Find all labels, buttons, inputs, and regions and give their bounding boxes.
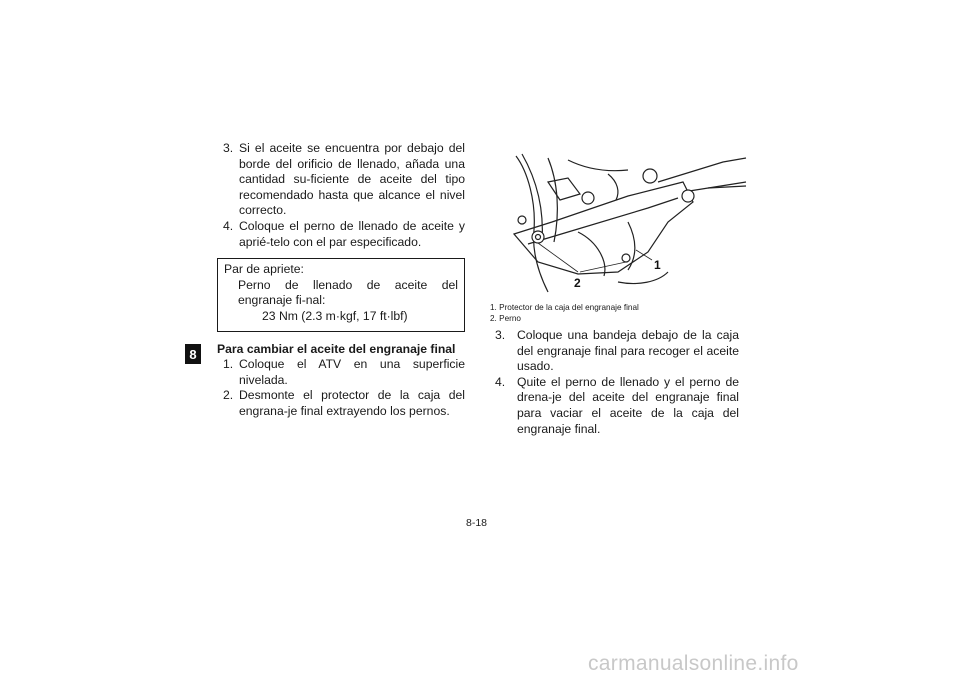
step-text: Quite el perno de llenado y el perno de drena-je del aceite del engranaje final para vaciar el aceite de la caja del engranaje final. [517, 374, 739, 436]
step-4 [217, 219, 465, 250]
callout-2: 2 [574, 276, 581, 290]
callout-1: 1 [654, 258, 661, 272]
step-text: Coloque el ATV en una superficie nivelada. [239, 357, 465, 387]
page-number: 8-18 [466, 517, 488, 529]
step-3 [489, 328, 739, 375]
step-number: 3. [495, 328, 506, 342]
step-text: Coloque una bandeja debajo de la caja del engranaje final para recoger el aceite usado. [517, 328, 739, 374]
gear-case-illustration [508, 152, 748, 300]
step-number: 4. [223, 218, 234, 233]
torque-title: Par de apriete: [224, 262, 304, 277]
step-text: Si el aceite se encuentra por debajo del borde del orificio de llenado, añada una cantidad su-ficiente de aceite del tipo recomendado hasta que alcance el nivel correcto. [239, 141, 465, 218]
torque-value: 23 Nm (2.3 m·kgf, 17 ft·lbf) [262, 308, 408, 323]
step-4 [489, 375, 739, 437]
step-number: 4. [495, 374, 506, 389]
torque-spec-box [217, 258, 465, 331]
chapter-tab: 8 [185, 344, 201, 364]
step-1 [217, 357, 465, 388]
left-column [217, 141, 465, 420]
step-text: Coloque el perno de llenado de aceite y aprié-telo con el par especificado. [239, 218, 465, 249]
step-text: Desmonte el protector de la caja del engrana-je final extrayendo los pernos. [239, 388, 465, 418]
step-2 [217, 388, 465, 419]
step-number: 2. [223, 388, 234, 403]
watermark: carmanualsonline.info [588, 652, 799, 675]
step-number: 1. [223, 357, 234, 372]
section-heading: Para cambiar el aceite del engranaje final [217, 341, 456, 356]
torque-item: Perno de llenado de aceite del engranaje fi-nal: [238, 277, 458, 308]
step-3 [217, 141, 465, 219]
caption-1: 1. Protector de la caja del engranaje final [490, 303, 639, 312]
figure-captions [490, 302, 639, 324]
step-number: 3. [223, 141, 234, 155]
right-column [489, 328, 739, 437]
caption-2: 2. Perno [490, 314, 521, 323]
